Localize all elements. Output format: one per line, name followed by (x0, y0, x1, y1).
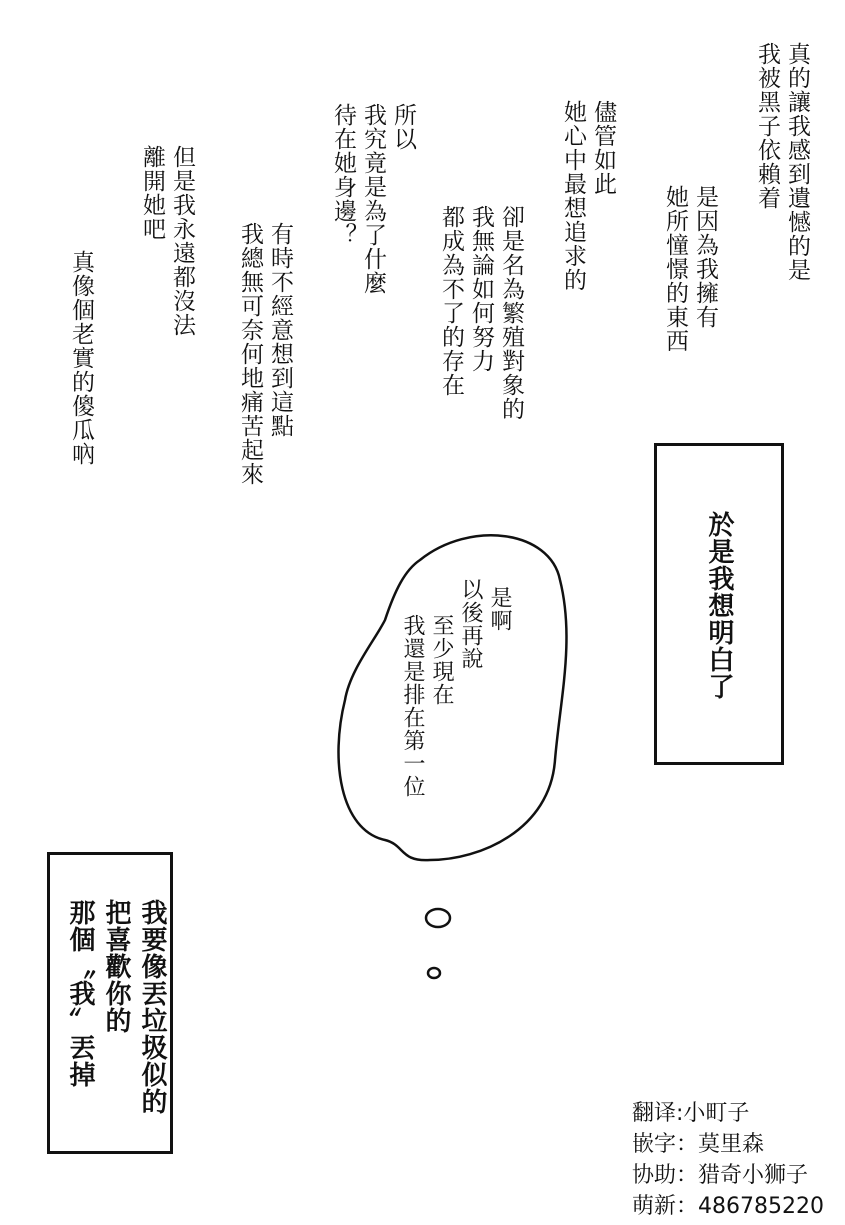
credit-translate: 翻译:小町子 (632, 1101, 750, 1126)
caption-box-left (47, 852, 173, 1154)
narration-line: 但是我永遠都沒法 (169, 145, 195, 337)
credit-new: 萌新：486785220 (632, 1194, 824, 1219)
caption-line: 那個〝我〞丟掉 (65, 899, 95, 1088)
narration-line: 所以 (390, 103, 416, 151)
narration-line: 真像個老實的傻瓜吶 (68, 250, 94, 466)
caption-box-right (654, 443, 784, 765)
narration-line: 待在她身邊？ (330, 103, 356, 247)
narration-line: 我究竟是為了什麼 (360, 103, 386, 295)
caption-line: 我要像丟垃圾似的 (137, 899, 167, 1115)
narration-column-8 (66, 250, 96, 466)
narration-line: 是因為我擁有 (692, 185, 718, 329)
narration-column-3 (558, 100, 618, 292)
caption-box-left-text (62, 899, 170, 1115)
narration-column-7 (137, 145, 197, 337)
caption-box-right-text: 於是我想明白了 (704, 511, 734, 700)
narration-line: 離開她吧 (139, 145, 165, 241)
narration-line: 她所憧憬的東西 (662, 185, 688, 353)
thought-line: 是啊 (487, 586, 512, 632)
credits-block (632, 1098, 824, 1222)
narration-column-4 (436, 205, 526, 421)
thought-line: 我還是排在第一位 (400, 614, 425, 798)
narration-column-5 (328, 103, 418, 295)
credit-assist: 协助：猎奇小狮子 (632, 1163, 809, 1188)
caption-line: 把喜歡你的 (101, 899, 131, 1034)
credit-typeset: 嵌字：莫里森 (632, 1132, 765, 1157)
narration-line: 我無論如何努力 (468, 205, 494, 373)
narration-line: 我總無可奈何地痛苦起來 (237, 222, 263, 486)
thought-bubble-text (398, 578, 514, 798)
narration-line: 有時不經意想到這點 (267, 222, 293, 438)
narration-line: 我被黑子依賴着 (754, 42, 780, 210)
narration-line: 她心中最想追求的 (560, 100, 586, 292)
thought-line: 以後再說 (458, 578, 483, 670)
narration-column-6 (235, 222, 295, 486)
narration-column-2 (660, 185, 720, 353)
thought-dot-small (428, 968, 440, 978)
narration-line: 都成為不了的存在 (438, 205, 464, 397)
narration-line: 儘管如此 (590, 100, 616, 196)
narration-line: 真的讓我感到遺憾的是 (784, 42, 810, 282)
narration-line: 卻是名為繁殖對象的 (498, 205, 524, 421)
thought-dot-large (426, 909, 450, 927)
narration-column-1 (752, 42, 812, 282)
thought-line: 至少現在 (429, 614, 454, 706)
